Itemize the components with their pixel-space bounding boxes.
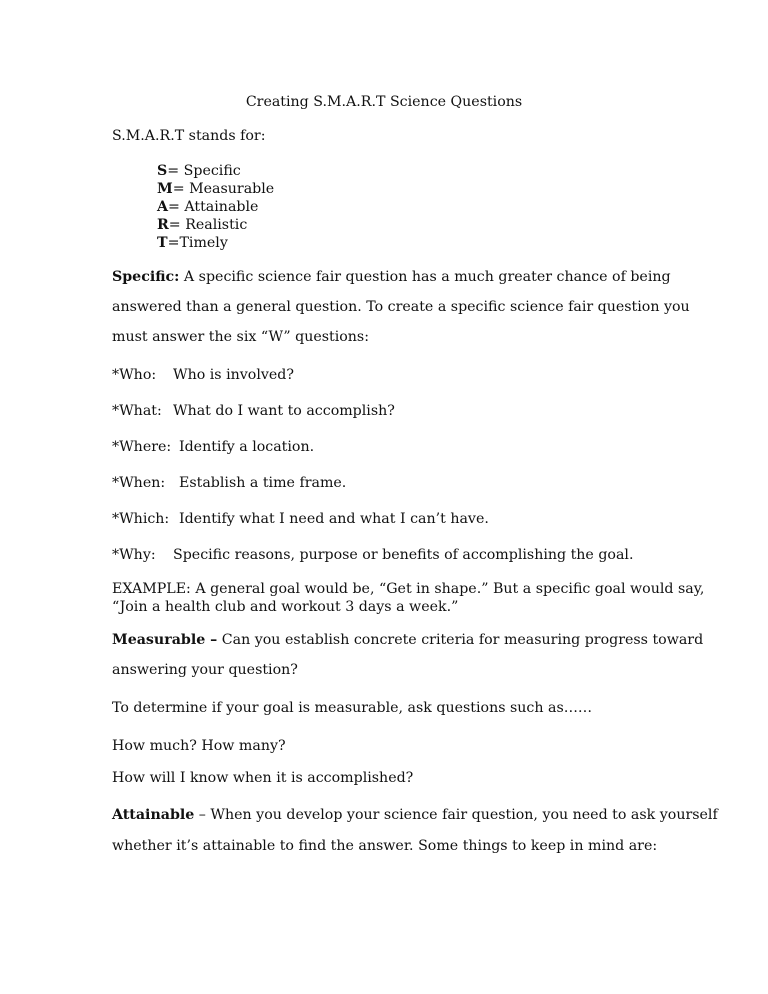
measurable-question-1: How much? How many? xyxy=(112,738,286,754)
page-title: Creating S.M.A.R.T Science Questions xyxy=(245,94,523,110)
example-line-2: “Join a health club and workout 3 days a week.” xyxy=(112,599,459,615)
acronym-item-m: M= Measurable xyxy=(157,181,275,197)
example-line-1: EXAMPLE: A general goal would be, “Get in shape.” But a specific goal would say, xyxy=(112,581,705,597)
acronym-item-t: T=Timely xyxy=(157,235,228,251)
attainable-heading: Attainable xyxy=(112,807,195,823)
specific-paragraph-line-3: must answer the six “W” questions: xyxy=(112,329,369,345)
intro-text: S.M.A.R.T stands for: xyxy=(112,128,266,144)
attainable-paragraph-line-2: whether it’s attainable to find the answer. Some things to keep in mind are: xyxy=(112,838,658,854)
acronym-item-a: A= Attainable xyxy=(157,199,259,215)
attainable-paragraph-line-1: Attainable – When you develop your science fair question, you need to ask yourself xyxy=(112,807,718,823)
acronym-item-r: R= Realistic xyxy=(157,217,248,233)
measurable-heading: Measurable – xyxy=(112,632,218,648)
specific-paragraph-line-2: answered than a general question. To create a specific science fair question you xyxy=(112,299,690,315)
measurable-question-2: How will I know when it is accomplished? xyxy=(112,770,414,786)
measurable-paragraph-line-2: answering your question? xyxy=(112,662,298,678)
specific-paragraph-line-1: Specific: A specific science fair question has a much greater chance of being xyxy=(112,269,671,285)
acronym-item-s: S= Specific xyxy=(157,163,241,179)
document-page: Creating S.M.A.R.T Science Questions S.M.A.R.T stands for: S= Specific M= Measurable A= Attainable R= Realistic T=Timely Specific: A specific science fair question has a much greater chance of being answered than a general question. To create a specific science fair question you must answer the six “W” questions: *Who: Who is involved? *What: What do I want to accomplish? *Where: Identify a location. *When: Establish a time frame. *Which: Identify what I need and what I can’t have. *Why: Specific reasons, purpose or benefits of accomplishing the goal. EXAMPLE: A general goal would be, “Get in shape.” But a specific goal would say, “Join a health club and workout 3 days a week.” Measurable – Can you establish concrete criteria for measuring progress toward answering your question? To determine if your goal is measurable, ask questions such as…… How much? How many? How will I know when it is accomplished? Attainable – When you develop your science fair question, you need to ask yourself whether it’s attainable to find the answer. Some things to keep in mind are: xyxy=(0,0,768,994)
specific-heading: Specific: xyxy=(112,269,180,285)
measurable-ask-text: To determine if your goal is measurable, ask questions such as…… xyxy=(112,700,593,716)
measurable-paragraph-line-1: Measurable – Can you establish concrete criteria for measuring progress toward xyxy=(112,632,704,648)
